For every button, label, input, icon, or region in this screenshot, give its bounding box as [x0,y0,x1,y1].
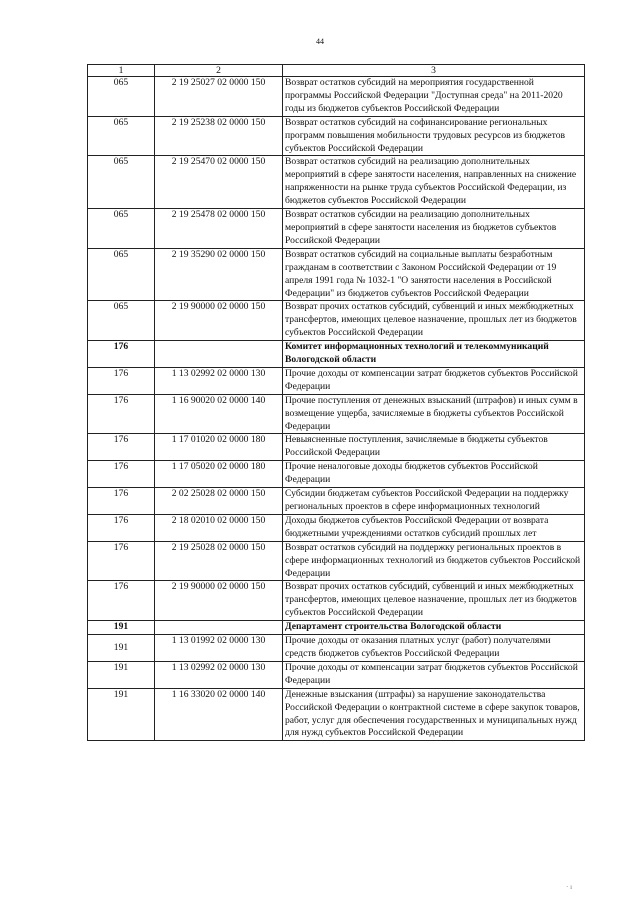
revenue-code-cell: 2 19 25027 02 0000 150 [155,77,283,117]
revenue-name-cell: Возврат остатков субсидий на софинансирование региональных программ повышения мобильности трудовых ресурсов из бюджетов субъектов Российской Федерации [283,116,585,156]
table-row [88,116,585,156]
revenue-name-cell: Возврат прочих остатков субсидий, субвенций и иных межбюджетных трансфертов, имеющих целевое назначение, прошлых лет из бюджетов субъектов Российской Федерации [283,301,585,341]
revenue-name-cell: Департамент строительства Вологодской области [283,621,585,635]
admin-code-cell: 065 [88,248,155,301]
admin-code-cell: 065 [88,156,155,209]
revenue-code-cell [155,621,283,635]
admin-code-cell: 191 [88,621,155,635]
revenue-code-cell: 2 18 02010 02 0000 150 [155,514,283,541]
admin-code-cell: 176 [88,367,155,394]
revenue-name-cell: Возврат остатков субсидий на поддержку региональных проектов в сфере информационных технологий из бюджетов субъектов Российской Федерации [283,541,585,581]
revenue-name-cell: Комитет информационных технологий и телекоммуникаций Вологодской области [283,341,585,368]
revenue-code-cell: 2 19 25238 02 0000 150 [155,116,283,156]
table-row [88,514,585,541]
admin-code-cell: 065 [88,209,155,249]
revenue-name-cell: Прочие поступления от денежных взысканий (штрафов) и иных сумм в возмещение ущерба, зачисляемые в бюджеты субъектов Российской Федерации [283,394,585,434]
admin-code-cell: 065 [88,301,155,341]
column-number-row [88,65,585,77]
admin-code-cell: 191 [88,661,155,688]
table-row [88,541,585,581]
table-row [88,248,585,301]
revenue-name-cell: Субсидии бюджетам субъектов Российской Федерации на поддержку региональных проектов в сфере информационных технологий [283,488,585,515]
revenue-code-cell: 1 16 33020 02 0000 140 [155,688,283,741]
revenue-name-cell: Возврат остатков субсидий на мероприятия государственной программы Российской Федерации "Доступная среда" на 2011-2020 годы из бюджетов субъектов Российской Федерации [283,77,585,117]
revenue-name-cell: Возврат остатков субсидии на реализацию дополнительных мероприятий в сфере занятости населения из бюджетов субъектов Российской Федерации [283,209,585,249]
revenue-name-cell: Доходы бюджетов субъектов Российской Федерации от возврата бюджетными учреждениями остатков субсидий прошлых лет [283,514,585,541]
revenue-code-cell: 1 13 02992 02 0000 130 [155,661,283,688]
revenue-name-cell: Возврат прочих остатков субсидий, субвенций и иных межбюджетных трансфертов, имеющих целевое назначение, прошлых лет из бюджетов субъектов Российской Федерации [283,581,585,621]
admin-code-cell: 176 [88,488,155,515]
table-row [88,434,585,461]
admin-code-cell: 065 [88,77,155,117]
revenue-code-cell: 1 13 02992 02 0000 130 [155,367,283,394]
table-row [88,581,585,621]
table-row [88,461,585,488]
revenue-name-cell: Прочие доходы от оказания платных услуг (работ) получателями средств бюджетов субъектов Российской Федерации [283,635,585,662]
revenue-name-cell: Невыясненные поступления, зачисляемые в бюджеты субъектов Российской Федерации [283,434,585,461]
table-row [88,367,585,394]
revenue-name-cell: Денежные взыскания (штрафы) за нарушение законодательства Российской Федерации о контрактной системе в сфере закупок товаров, работ, услуг для обеспечения государственных и муниципальных нужд для нужд субъектов Российской Федерации [283,688,585,741]
revenue-code-cell: 2 19 25028 02 0000 150 [155,541,283,581]
admin-code-cell: 176 [88,341,155,368]
table-section-heading-row [88,621,585,635]
table-row [88,661,585,688]
admin-code-cell: 191 [88,635,155,662]
table-row [88,301,585,341]
revenue-code-cell: 2 19 90000 02 0000 150 [155,301,283,341]
revenue-code-cell: 2 19 25470 02 0000 150 [155,156,283,209]
admin-code-cell: 065 [88,116,155,156]
revenue-code-cell: 2 19 90000 02 0000 150 [155,581,283,621]
table-row [88,156,585,209]
revenue-name-cell: Прочие неналоговые доходы бюджетов субъектов Российской Федерации [283,461,585,488]
table-row [88,209,585,249]
table-row [88,394,585,434]
revenue-code-cell: 1 16 90020 02 0000 140 [155,394,283,434]
corner-mark: · ı [566,883,573,891]
table-row [88,688,585,741]
revenue-name-cell: Прочие доходы от компенсации затрат бюджетов субъектов Российской Федерации [283,367,585,394]
revenue-code-cell [155,341,283,368]
revenue-name-cell: Возврат остатков субсидий на социальные выплаты безработным гражданам в соответствии с Законом Российской Федерации от 19 апреля 1991 года № 1032-1 "О занятости населения в Российской Федерации" из бюджетов субъектов Российской Федерации [283,248,585,301]
budget-classification-table [87,64,585,741]
revenue-code-cell: 1 13 01992 02 0000 130 [155,635,283,662]
table-row [88,635,585,662]
admin-code-cell: 176 [88,461,155,488]
column-header-admin: 1 [88,65,155,77]
admin-code-cell: 176 [88,434,155,461]
revenue-code-cell: 2 19 35290 02 0000 150 [155,248,283,301]
admin-code-cell: 176 [88,394,155,434]
admin-code-cell: 191 [88,688,155,741]
column-header-code: 2 [155,65,283,77]
revenue-name-cell: Прочие доходы от компенсации затрат бюджетов субъектов Российской Федерации [283,661,585,688]
revenue-code-cell: 1 17 01020 02 0000 180 [155,434,283,461]
admin-code-cell: 176 [88,581,155,621]
revenue-code-cell: 2 19 25478 02 0000 150 [155,209,283,249]
table-body [88,77,585,741]
table-row [88,488,585,515]
table-section-heading-row [88,341,585,368]
revenue-code-cell: 2 02 25028 02 0000 150 [155,488,283,515]
revenue-name-cell: Возврат остатков субсидий на реализацию дополнительных мероприятий в сфере занятости населения, направленных на снижение напряженности на рынке труда субъектов Российской Федерации, из бюджетов субъектов Российской Федерации [283,156,585,209]
page-number: 44 [316,37,324,46]
revenue-code-cell: 1 17 05020 02 0000 180 [155,461,283,488]
table-row [88,77,585,117]
admin-code-cell: 176 [88,514,155,541]
column-header-name: 3 [283,65,585,77]
admin-code-cell: 176 [88,541,155,581]
